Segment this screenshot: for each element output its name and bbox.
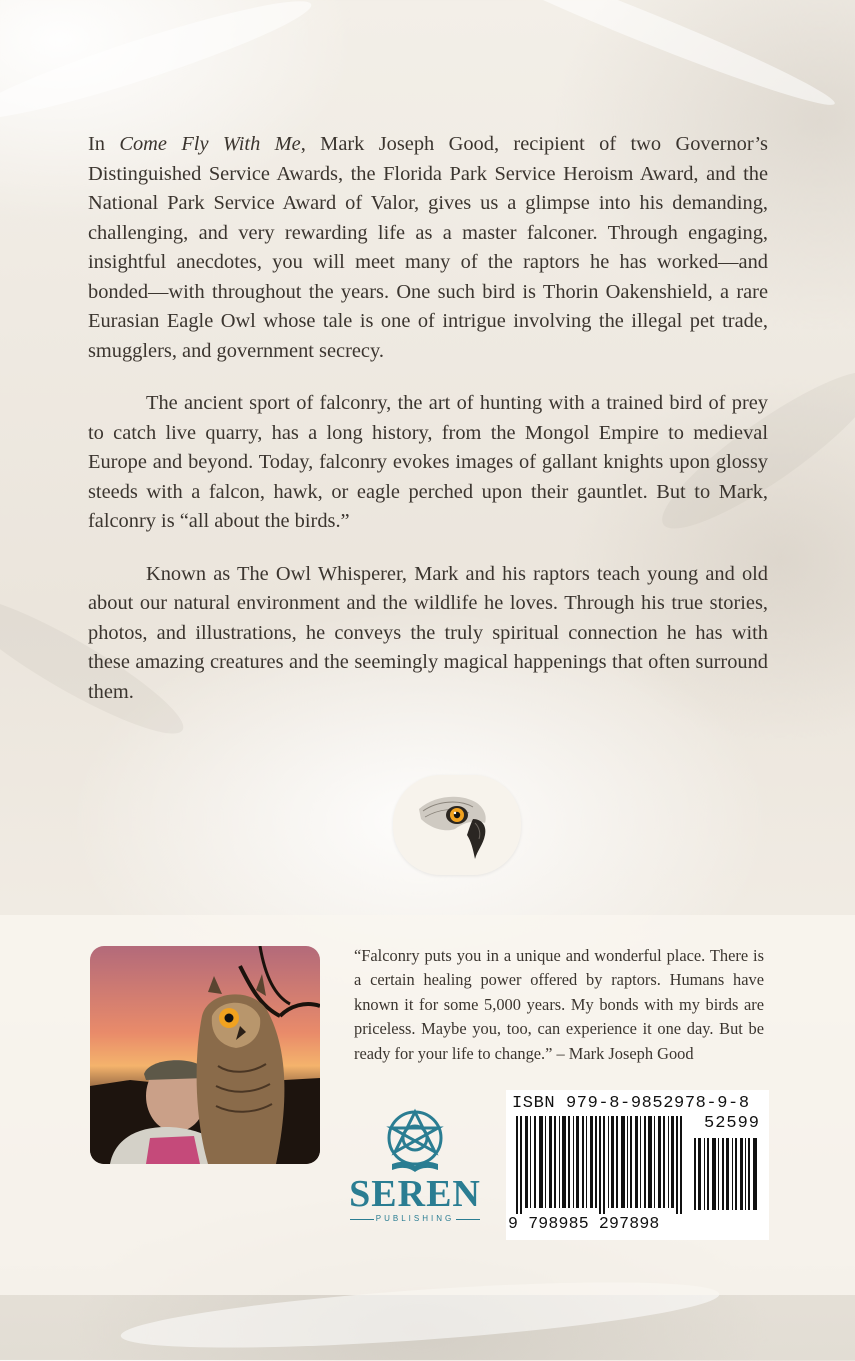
author-with-owl-illustration [90,946,320,1164]
eye-badge [393,775,521,875]
isbn-label: ISBN 979-8-9852978-9-8 [512,1094,750,1113]
price-code: 52599 [704,1114,761,1133]
barcode-digits: 9 798985 297898 [508,1214,660,1233]
feather-texture [0,0,317,135]
back-cover-blurb [88,130,768,730]
blurb-paragraph-2: The ancient sport of falconry, the art of hunting with a trained bird of prey to catch live quarry, has a long history, from the Mongol Empire to medieval Europe and beyond. Today, falconry evokes images of gallant knights upon glossy steeds with a falcon, hawk, or eagle perched upon their gauntlet. But to Mark, falconry is “all about the birds.” [88,392,768,532]
hawk-eye-icon [415,789,505,865]
book-title: Come Fly With Me [119,133,301,155]
blurb-paragraph-1 [88,130,768,366]
price-barcode-bars [694,1138,760,1210]
blurb-intro: In [88,133,120,155]
blurb-paragraph-1-text: , Mark Joseph Good, recipient of two Governor’s Distinguished Service Awards, the Florida Park Service Heroism Award, and the National Park Service Award of Valor, gives us a glimpse into his demanding, challenging, and very rewarding life as a master falconer. Through engaging, insightful anecdotes, you will meet many of the raptors he has worked—and bonded—with throughout the years. One such bird is Thorin Oakenshield, a rare Eurasian Eagle Owl whose tale is one of intrigue involving the illegal pet trade, smugglers, and government secrecy. [88,133,768,362]
publisher-subtitle: PUBLISHING [375,1214,455,1223]
isbn-barcode [506,1090,769,1240]
feather-texture [440,0,841,118]
author-photo [90,946,320,1164]
publisher-name: SEREN [349,1173,481,1215]
blurb-paragraph-3: Known as The Owl Whisperer, Mark and his raptors teach young and old about our natural environment and the wildlife he loves. Through his true stories, photos, and illustrations, he conveys the truly spiritual connection he has with these amazing creatures and the seemingly magical happenings that often surround them. [88,562,768,703]
ean-barcode-bars [516,1116,686,1214]
author-quote: “Falconry puts you in a unique and wonderful place. There is a certain healing power offered by raptors. Humans have known it for some 5,000 years. My bonds with my birds are priceless. Maybe you, too, can experience it one day. But be ready for your life to change.” – Mark Joseph Good [354,946,764,1063]
